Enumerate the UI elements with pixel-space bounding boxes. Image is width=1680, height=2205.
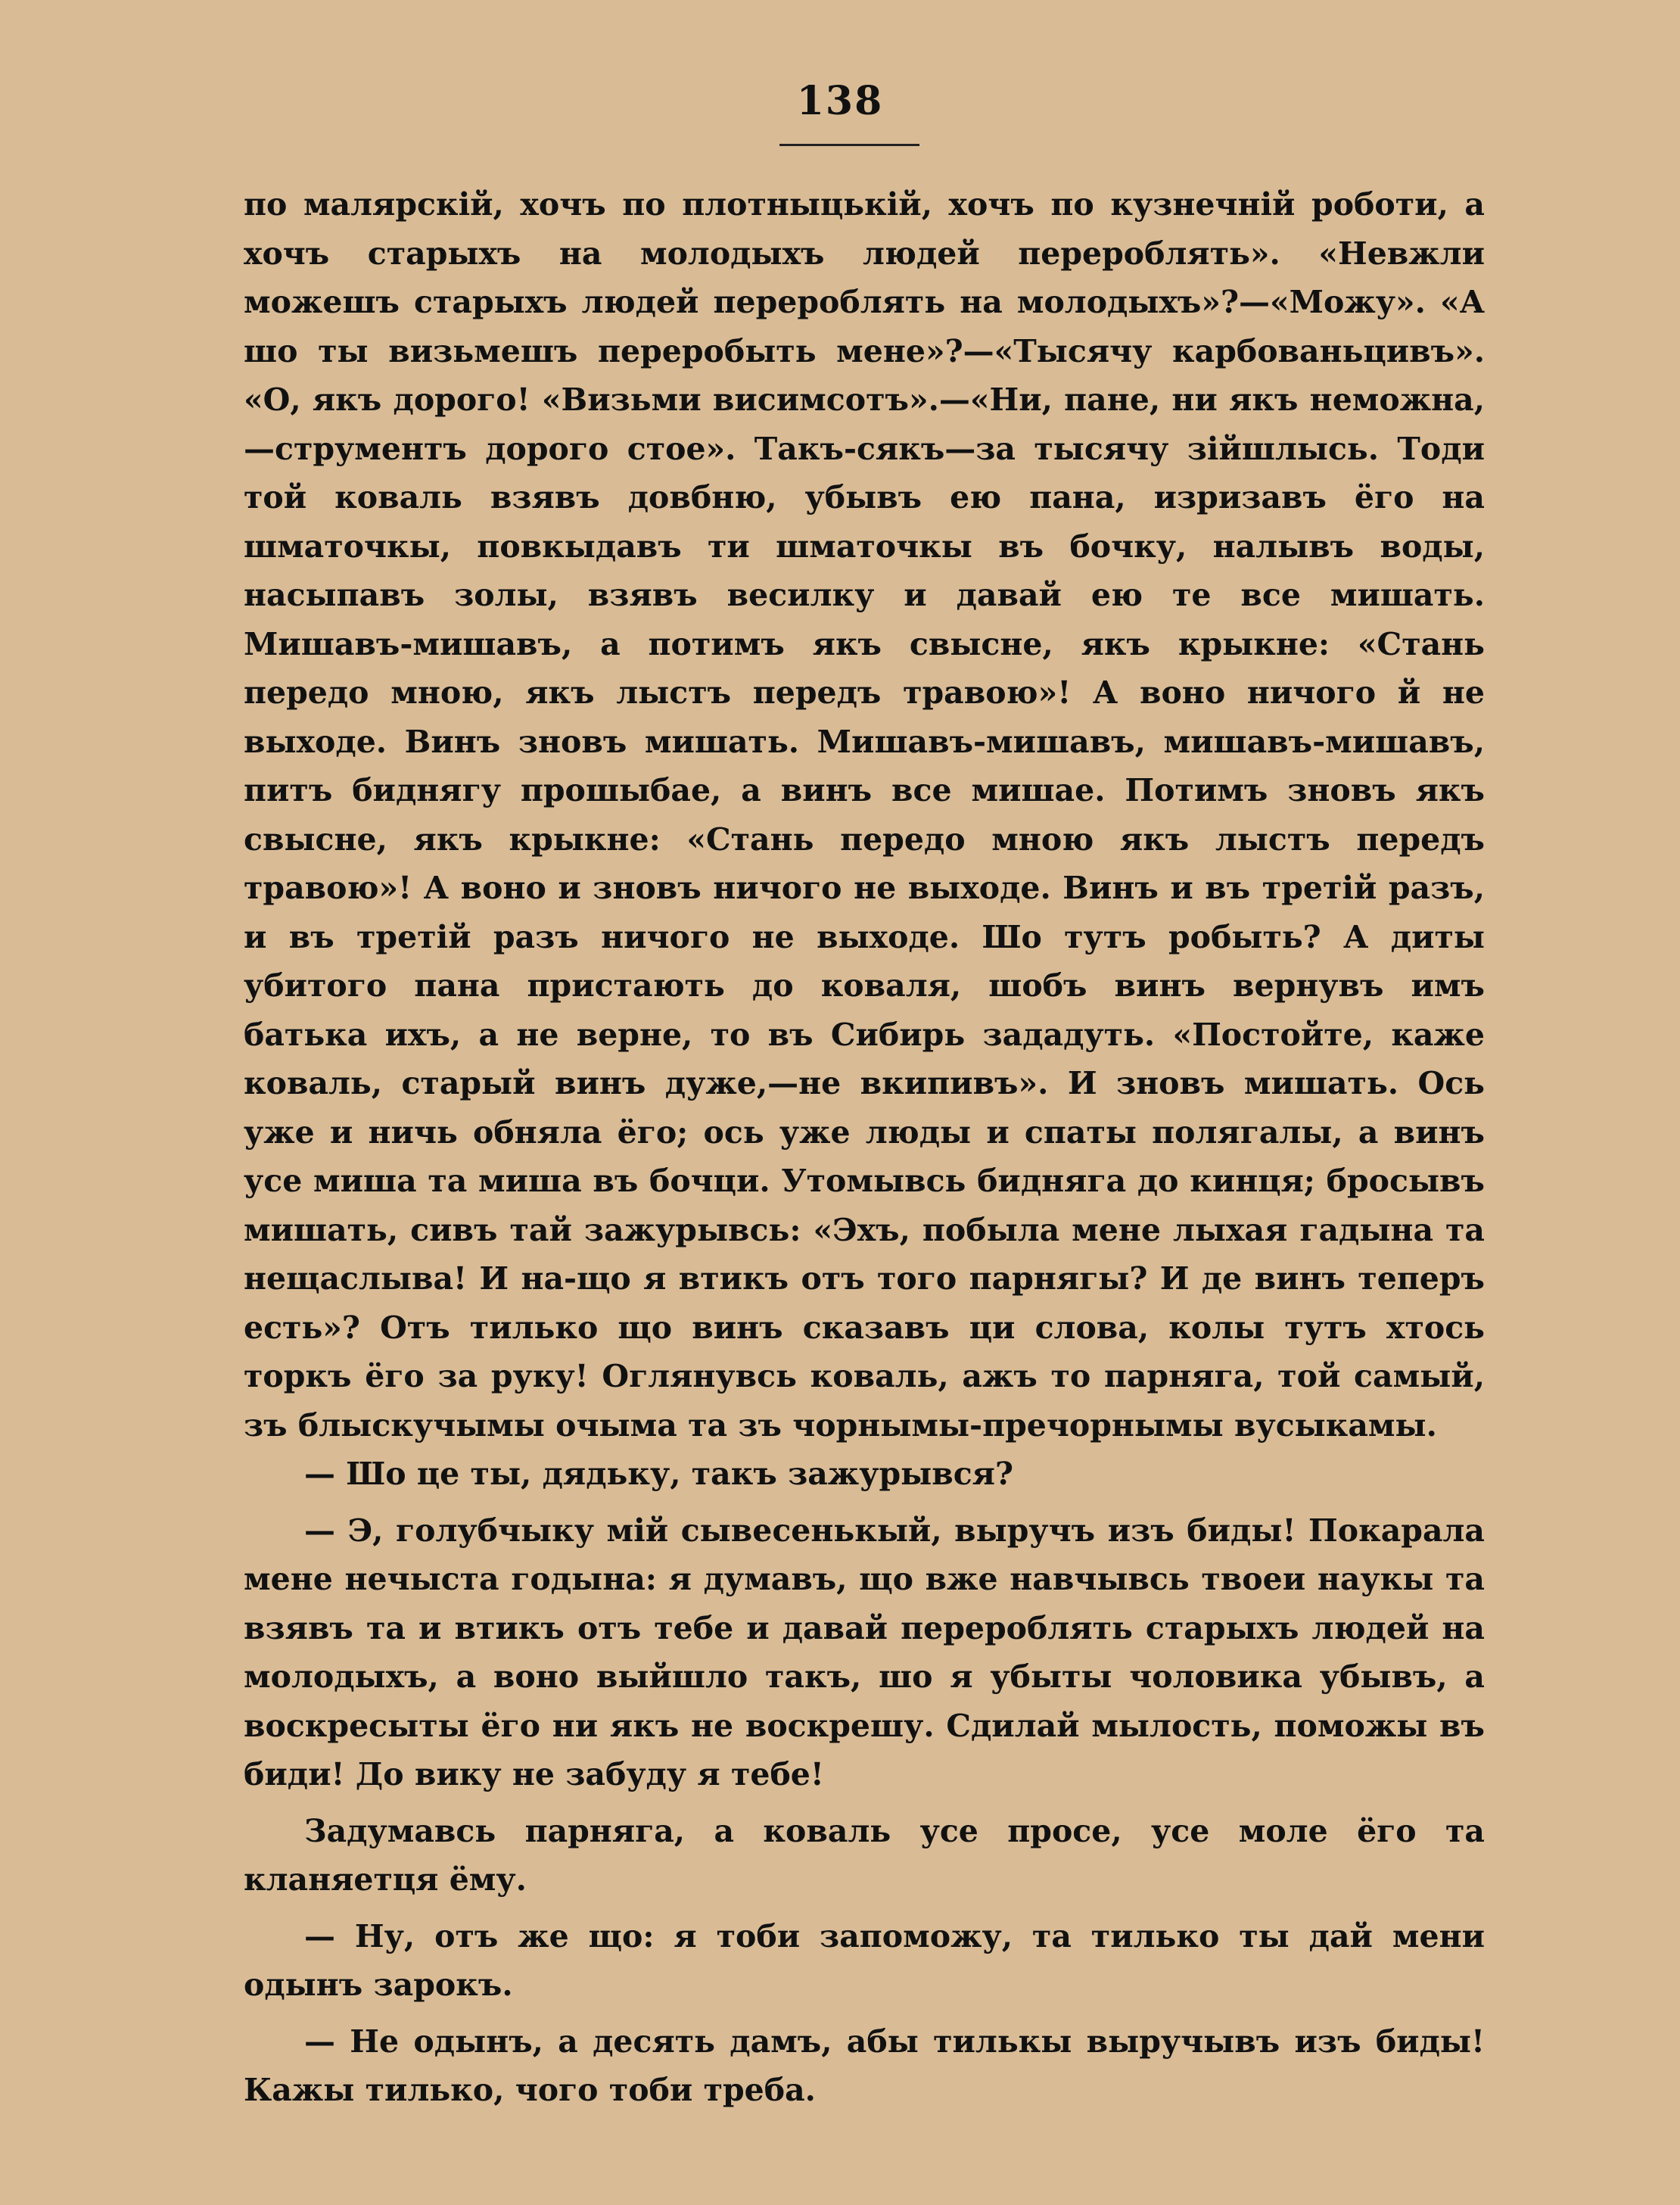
- paragraph: по малярскій, хочъ по плотныцькій, хочъ по кузнечній роботи, а хочъ старыхъ на молодыхъ людей перероблять». «Невжли можешъ старыхъ людей перероблять на молодыхъ»?—«Можу». «А шо ты визьмешъ переробыть мене»?—«Тысячу карбованьцивъ». «О, якъ дорого! «Визьми висимсотъ».—«Ни, пане, ни якъ неможна,—струментъ дорого стое». Такъ-сякъ—за тысячу зійшлысь. Тоди той коваль взявъ довбню, убывъ ею пана, изризавъ ёго на шматочкы, повкыдавъ ти шматочкы въ бочку, налывъ воды, насыпавъ золы, взявъ весилку и давай ею те все мишать. Мишавъ-мишавъ, а потимъ якъ свысне, якъ крыкне: «Стань передо мною, якъ лыстъ передъ травою»! А воно ничого й не выходе. Винъ зновъ мишать. Мишавъ-мишавъ, мишавъ-мишавъ, питъ биднягу прошыбае, а винъ все мишае. Потимъ зновъ якъ свысне, якъ крыкне: «Стань передо мною якъ лыстъ передъ травою»! А воно и зновъ ничого не выходе. Винъ и въ третій разъ, и въ третій разъ ничого не выходе. Шо тутъ робыть? А диты убитого пана пристають до коваля, шобъ винъ вернувъ имъ батька ихъ, а не верне, то въ Сибирь зададуть. «Постойте, каже коваль, старый винъ дуже,—не вкипивъ». И зновъ мишать. Ось уже и ничь обняла ёго; ось уже люды и спаты полягалы, а винъ усе миша та миша въ бочци. Утомывсь бидняга до кинця; бросывъ мишать, сивъ тай зажурывсь: «Эхъ, побыла мене лыхая гадына та нещаслыва! И на-що я втикъ отъ того парнягы? И де винъ теперъ есть»? Отъ тилько що винъ сказавъ ци слова, колы тутъ хтось торкъ ёго за руку! Оглянувсь коваль, ажъ то парняга, той самый, зъ блыскучымы очыма та зъ чорнымы-пречорнымы вусыкамы.: [244, 186, 1485, 1444]
- paragraph: — Ну, отъ же що: я тоби запоможу, та тилько ты дай мени одынъ зарокъ.: [244, 1917, 1485, 2003]
- paragraph: — Э, голубчыку мій сывесенькый, выручъ изъ биды! Покарала мене нечыста годына: я думавъ, що вже навчывсь твоеи наукы та взявъ та и втикъ отъ тебе и давай перероблять старыхъ людей на молодыхъ, а воно выйшло такъ, шо я убыты чоловика убывъ, а воскресыты ёго ни якъ не воскрешу. Сдилай мылость, поможы въ биди! До вику не забуду я тебе!: [244, 1512, 1485, 1792]
- body-text: [244, 180, 1485, 2115]
- paragraph: — Шо це ты, дядьку, такъ зажурывся?: [304, 1456, 1013, 1492]
- paragraph: Задумавсь парняга, а коваль усе просе, усе моле ёго та кланяетця ёму.: [244, 1812, 1485, 1898]
- header-rule: [779, 144, 919, 146]
- page-number: 138: [796, 78, 884, 124]
- paragraph: — Не одынъ, а десять дамъ, абы тилькы выручывъ изъ биды! Кажы тилько, чого тоби треба.: [244, 2023, 1485, 2108]
